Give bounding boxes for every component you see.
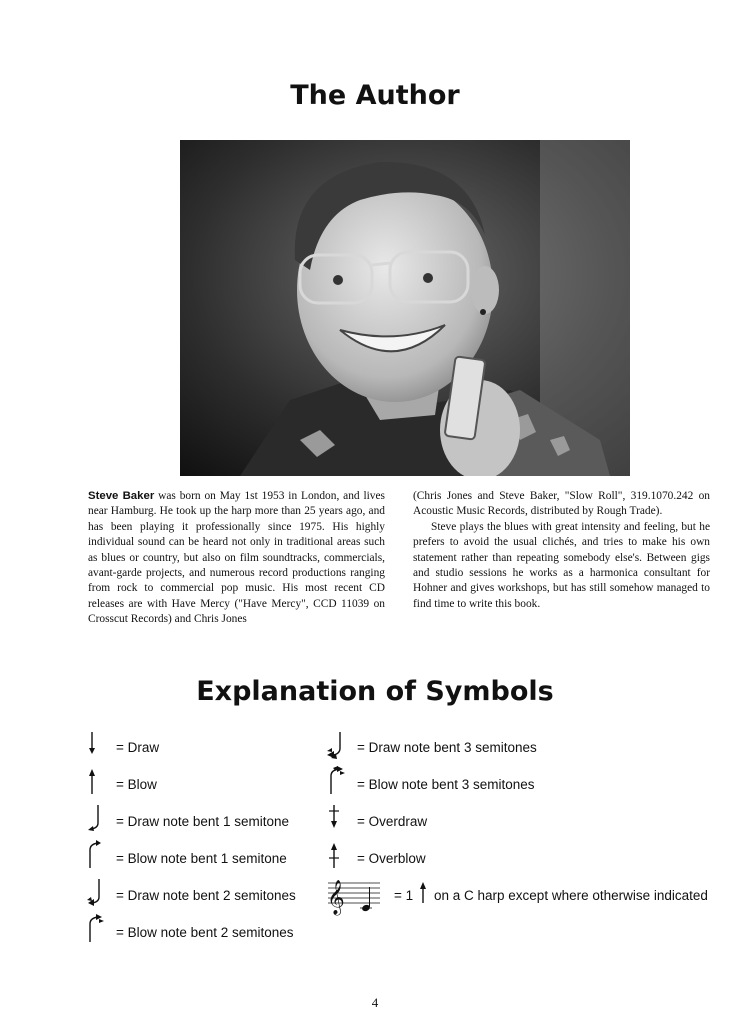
blow-arrow-icon [84, 766, 104, 796]
symbol-draw-bent-1: = Draw note bent 1 semitone [84, 803, 344, 833]
symbols-heading: Explanation of Symbols [196, 676, 554, 707]
symbol-blow: = Blow [84, 766, 344, 796]
overdraw-icon [324, 803, 348, 833]
draw-arrow-icon [84, 730, 104, 760]
page-title: The Author [290, 80, 460, 111]
bio-column-right [413, 489, 710, 612]
author-name: Steve Baker [88, 490, 155, 502]
symbol-draw-bent-3: = Draw note bent 3 semitones [324, 730, 604, 760]
treble-clef-staff-icon [324, 873, 394, 919]
symbol-draw-bent-2: = Draw note bent 2 semitones [84, 877, 344, 907]
author-photo [180, 140, 630, 476]
symbol-overblow: = Overblow [324, 840, 604, 870]
blow-arrow-icon [416, 879, 430, 905]
blow-bent-2-icon [84, 914, 108, 944]
bio-text-2: (Chris Jones and Steve Baker, "Slow Roll", 319.1070.242 on Acoustic Music Records, distributed by Rough Trade). [413, 490, 710, 518]
symbol-draw: = Draw [84, 730, 344, 760]
draw-bent-2-icon [84, 877, 108, 907]
bio-column-left [88, 489, 385, 628]
blow-bent-1-icon [84, 840, 108, 870]
overblow-icon [324, 840, 348, 870]
symbol-staff-note: 𝄞 = 1 on a C harp except where otherwise indicated [324, 873, 744, 919]
symbol-blow-bent-3: = Blow note bent 3 semitones [324, 766, 604, 796]
draw-bent-1-icon [84, 803, 108, 833]
draw-bent-3-icon [324, 730, 348, 760]
symbol-blow-bent-1: = Blow note bent 1 semitone [84, 840, 344, 870]
symbol-overdraw: = Overdraw [324, 803, 604, 833]
blow-bent-3-icon [324, 766, 348, 796]
svg-text:𝄞: 𝄞 [327, 880, 345, 915]
symbol-blow-bent-2: = Blow note bent 2 semitones [84, 914, 344, 944]
page-number: 4 [371, 995, 379, 1010]
bio-text-3: Steve plays the blues with great intensity and feeling, but he prefers to avoid the usual clichés, and tries to make his own statement rather than repeating somebody else's. Between gigs and studio sessions he works as a harmonica consultant for Hohner and gives workshops, but has still somehow managed to find time to write this book. [413, 520, 710, 610]
bio-text-1: was born on May 1st 1953 in London, and lives near Hamburg. He took up the harp more than 25 years ago, and has been playing it professionally since 1975. His highly individual sound can be heard not only in traditional areas such as blues or country, but also on film soundtracks, commercials, avant-garde projects, and numerous record productions ranging from rock to commercial pop music. His most recent CD releases are with Have Mercy ("Have Mercy", CCD 11039 on Crosscut Records) and Chris Jones [88, 490, 385, 626]
